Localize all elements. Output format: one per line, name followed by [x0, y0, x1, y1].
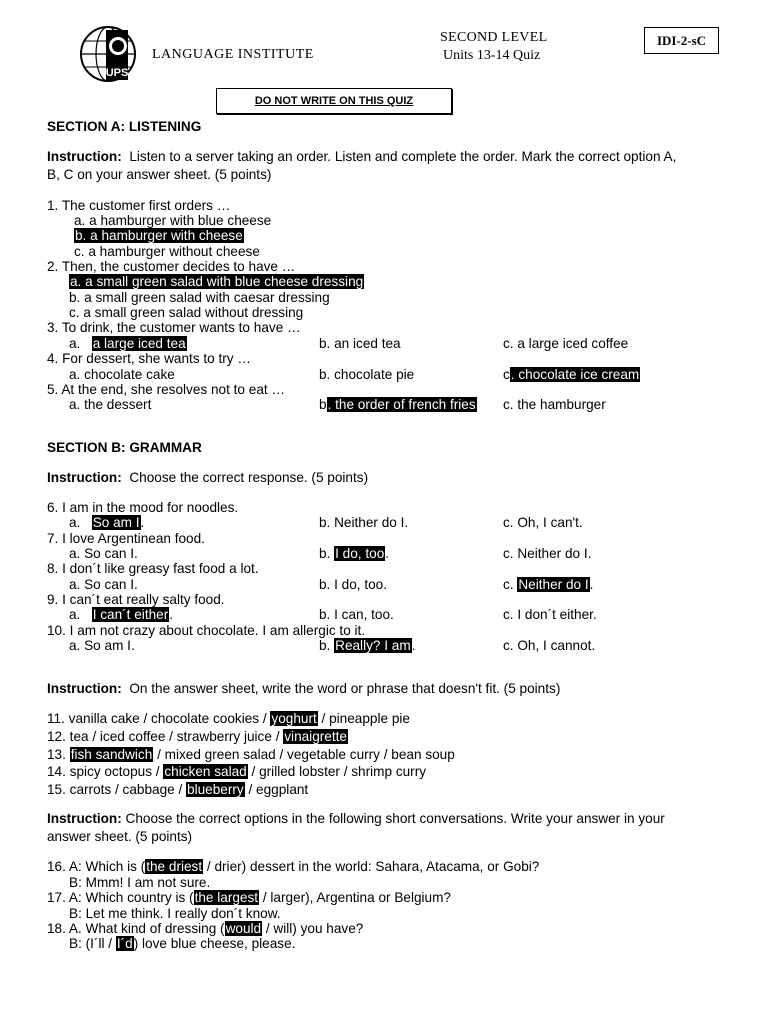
highlighted-answer: So am I — [92, 515, 140, 530]
notice-box: DO NOT WRITE ON THIS QUIZ — [216, 88, 452, 114]
option-9a: a. I can´t either. — [69, 607, 174, 622]
logo-text: UPS — [105, 67, 129, 79]
section-a-title: SECTION A: LISTENING — [47, 119, 202, 134]
question-9: 9. I can´t eat really salty food. — [47, 592, 225, 607]
option-6b: b. Neither do I. — [319, 515, 409, 530]
question-1: 1. The customer first orders … — [47, 198, 231, 213]
quiz-title: Units 13-14 Quiz — [443, 48, 541, 63]
option-2a — [69, 274, 364, 290]
highlighted-answer: Neither do I — [518, 577, 589, 592]
question-8: 8. I don´t like greasy fast food a lot. — [47, 561, 259, 576]
option-8a: a. So can I. — [69, 577, 138, 592]
option-1b — [74, 228, 244, 244]
item-15: 15. carrots / cabbage / blueberry / eggplant — [47, 782, 309, 797]
highlighted-answer: chicken salad — [164, 764, 247, 779]
highlighted-answer: I´d — [116, 936, 133, 951]
section-b-instruction-3-line2: answer sheet. (5 points) — [47, 829, 193, 844]
option-3b: b. an iced tea — [319, 336, 401, 351]
item-18: 18. A. What kind of dressing (would / will) you have? — [47, 921, 364, 936]
option-1c: c. a hamburger without cheese — [74, 244, 260, 259]
highlighted-answer: yoghurt — [271, 711, 317, 726]
question-7: 7. I love Argentinean food. — [47, 531, 205, 546]
highlighted-answer: a. a small green salad with blue cheese dressing — [70, 274, 364, 289]
section-a-instruction: Instruction: Listen to a server taking an order. Listen and complete the order. Mark the correct option A, — [47, 149, 677, 164]
option-9b: b. I can, too. — [319, 607, 394, 622]
item-16: 16. A: Which is (the driest / drier) dessert in the world: Sahara, Atacama, or Gobi? — [47, 859, 540, 874]
highlighted-answer: . chocolate ice cream — [510, 367, 640, 382]
question-4: 4. For dessert, she wants to try … — [47, 351, 251, 366]
highlighted-answer: b. a hamburger with cheese — [75, 228, 243, 243]
option-7c: c. Neither do I. — [503, 546, 592, 561]
highlighted-answer: vinaigrette — [284, 729, 347, 744]
highlighted-answer: the largest — [194, 890, 259, 905]
item-17: 17. A: Which country is (the largest / larger), Argentina or Belgium? — [47, 890, 451, 905]
option-7b: b. I do, too. — [319, 546, 390, 561]
question-5: 5. At the end, she resolves not to eat … — [47, 382, 286, 397]
section-b-instruction-1: Instruction: Choose the correct response. (5 points) — [47, 470, 369, 485]
option-1a: a. a hamburger with blue cheese — [74, 213, 272, 228]
question-3: 3. To drink, the customer wants to have … — [47, 320, 301, 335]
quiz-code-box: IDI-2-sC — [644, 27, 719, 54]
option-4a: a. chocolate cake — [69, 367, 175, 382]
option-4b: b. chocolate pie — [319, 367, 415, 382]
option-8b: b. I do, too. — [319, 577, 388, 592]
item-16-reply: B: Mmm! I am not sure. — [69, 875, 211, 890]
item-11: 11. vanilla cake / chocolate cookies / yoghurt / pineapple pie — [47, 711, 410, 726]
option-8c: c. Neither do I. — [503, 577, 594, 592]
option-5a: a. the dessert — [69, 397, 152, 412]
option-7a: a. So can I. — [69, 546, 138, 561]
highlighted-answer: the driest — [146, 859, 203, 874]
institute-name: LANGUAGE INSTITUTE — [152, 47, 314, 62]
question-6: 6. I am in the mood for noodles. — [47, 500, 239, 515]
section-b-title: SECTION B: GRAMMAR — [47, 440, 202, 455]
highlighted-answer: a large iced tea — [92, 336, 186, 351]
item-13: 13. fish sandwich / mixed green salad / vegetable curry / bean soup — [47, 747, 455, 762]
option-10c: c. Oh, I cannot. — [503, 638, 596, 653]
section-a-instruction-line2: B, C on your answer sheet. (5 points) — [47, 167, 272, 182]
ups-logo — [72, 24, 146, 84]
question-10: 10. I am not crazy about chocolate. I am allergic to it. — [47, 623, 366, 638]
option-9c: c. I don´t either. — [503, 607, 597, 622]
item-18-reply: B: (I´ll / I´d) love blue cheese, please. — [69, 936, 296, 951]
highlighted-answer: fish sandwich — [70, 747, 153, 762]
section-b-instruction-2: Instruction: On the answer sheet, write the word or phrase that doesn't fit. (5 points) — [47, 681, 561, 696]
option-2c: c. a small green salad without dressing — [69, 305, 304, 320]
item-17-reply: B: Let me think. I really don´t know. — [69, 906, 281, 921]
option-5b: b. the order of french fries — [319, 397, 476, 412]
highlighted-answer: Really? I am — [335, 638, 411, 653]
item-14: 14. spicy octopus / chicken salad / grilled lobster / shrimp curry — [47, 764, 427, 779]
option-10a: a. So am I. — [69, 638, 135, 653]
option-6a: a. So am I. — [69, 515, 145, 530]
option-10b: b. Really? I am. — [319, 638, 416, 653]
option-3c: c. a large iced coffee — [503, 336, 629, 351]
highlighted-answer: I do, too — [335, 546, 385, 561]
option-2b: b. a small green salad with caesar dressing — [69, 290, 330, 305]
option-6c: c. Oh, I can't. — [503, 515, 583, 530]
option-5c: c. the hamburger — [503, 397, 606, 412]
highlighted-answer: would — [225, 921, 262, 936]
option-3a: a. a large iced tea — [69, 336, 186, 351]
section-b-instruction-3: Instruction: Choose the correct options in the following short conversations. Write your answer in your — [47, 811, 665, 826]
option-4c: c. chocolate ice cream — [503, 367, 640, 382]
highlighted-answer: . the order of french fries — [327, 397, 476, 412]
level-title: SECOND LEVEL — [440, 30, 548, 45]
highlighted-answer: I can´t either — [92, 607, 169, 622]
item-12: 12. tea / iced coffee / strawberry juice / vinaigrette — [47, 729, 347, 744]
question-2: 2. Then, the customer decides to have … — [47, 259, 296, 274]
highlighted-answer: blueberry — [187, 782, 244, 797]
